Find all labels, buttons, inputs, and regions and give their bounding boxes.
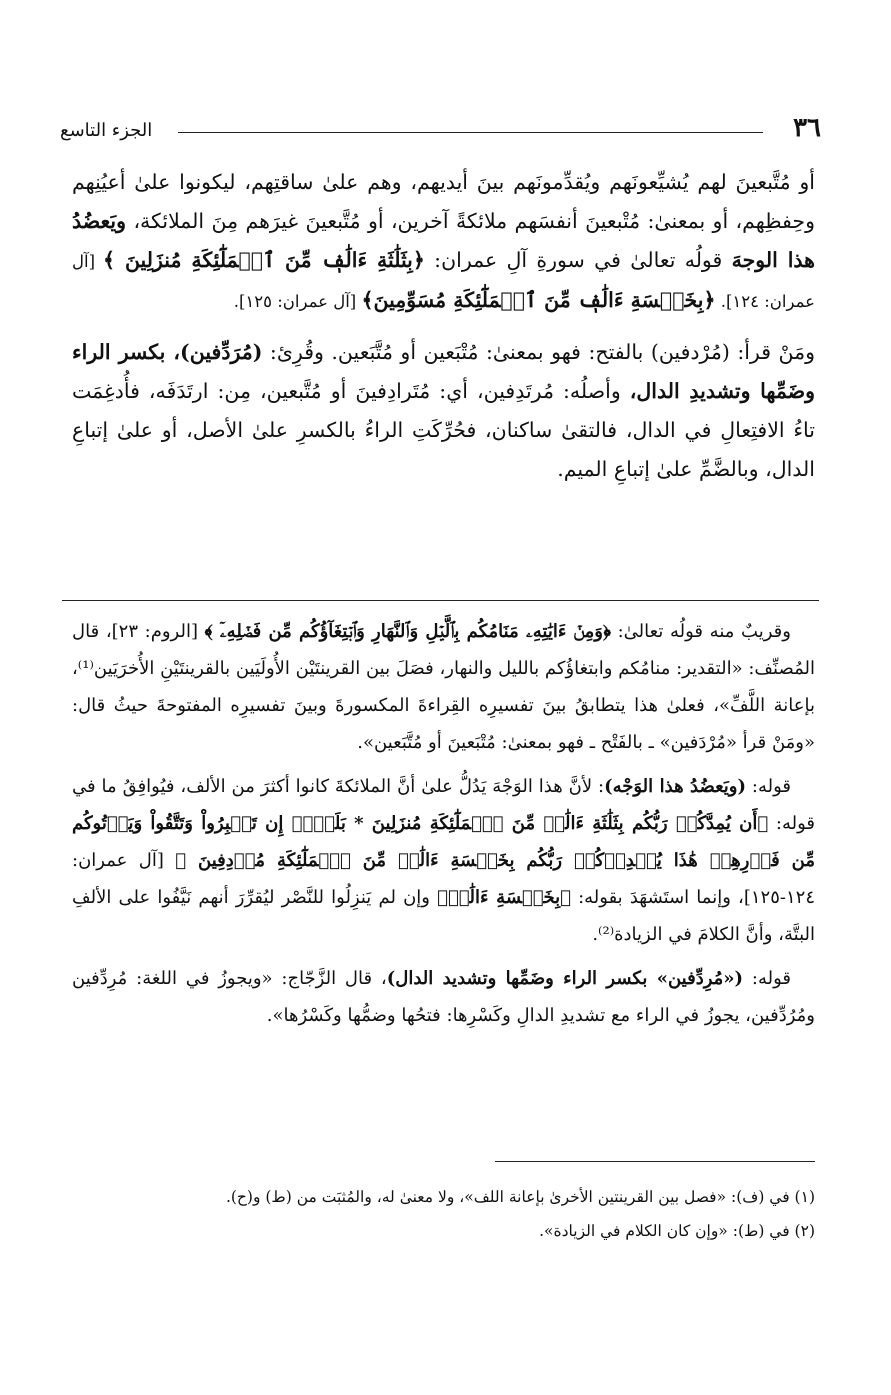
commentary-paragraph [72, 960, 815, 1034]
verse-reference: [آل عمران: ١٢٤]. [72, 252, 815, 311]
quran-verse: ﴿بِخَمۡسَةِ ءَالَٰفٖ مِّنَ ٱلۡمَلَٰٓئِكَةِ مُسَوِّمِينَ﴾ [361, 288, 716, 312]
footnote-rule [495, 1161, 815, 1162]
commentary-segment: [الروم: ٢٣]، قال المُصنِّف: «التقدير: منامُكم وابتغاؤُكم بالليل والنهار، فصَلَ بين القرينتَيْن الأُولَيَين بالقرينتَيْنِ الأُخرَيَين⁽¹⁾، بإعانة اللَّفِّ»، فعلىٰ هذا يتطابقُ بينَ تفسيرِه القِراءةَ المكسورةَ وبينَ تفسيرِه المفتوحةَ حيثُ قال: «ومَنْ قرأ «مُرْدَفين» ـ بالفَتْح ـ فهو بمعنىٰ: مُتْبَعينَ أو مُتَّبَعين». [72, 621, 815, 753]
footnote: (٢) في (ط): «وإن كان الكلام في الزيادة». [539, 1222, 815, 1240]
section-separator [62, 600, 819, 601]
commentary-segment: ، قال الزَّجّاج: «ويجوزُ في اللغة: مُرِدِّفين ومُرُدِّفين، يجوزُ في الراء مع تشديدِ الدالِ وكَسْرِها: فتحُها وضمُّها وكَسْرُها». [72, 968, 815, 1026]
main-paragraph [72, 163, 815, 321]
bold-phrase: ويَعضُدُ هذا الوجهَ [72, 209, 815, 272]
commentary-segment: : لأنَّ هذا الوَجْهَ يَدُلُّ علىٰ أنَّ الملائكةَ كانوا أكثرَ من الألف، فيُوافِقُ ما في قوله: [72, 776, 815, 834]
page-number: ٣٦ [793, 113, 821, 143]
quran-verse: ﴿بِثَلَٰثَةِ ءَالَٰفٖ مِّنَ ٱلۡمَلَٰٓئِكَةِ مُنزَلِينَ ﴾ [103, 248, 425, 272]
header-rule [178, 132, 763, 133]
footnotes [72, 1180, 815, 1248]
commentary-segment: وإن لم يَنزِلُوا للنَّصْر ليُقرِّرَ أنهم نَيَّفُوا على الألفِ البتَّة، وأنَّ الكلامَ في الزيادة⁽²⁾. [72, 887, 815, 945]
commentary-segment: وقريبٌ منه قولُه تعالىٰ: [610, 621, 791, 642]
page-header [60, 110, 821, 150]
commentary-segment: قوله: [743, 968, 792, 989]
footnote: (١) في (ف): «فصل بين القرينتين الأخرىٰ بإعانة اللف»، ولا معنىٰ له، والمُثبَت من (ط) و(ح). [225, 1188, 815, 1206]
main-paragraph [72, 333, 815, 489]
bold-phrase: («مُرِدِّفين» بكسر الراء وضَمِّها وتشديد الدال) [386, 968, 744, 989]
quran-verse: ﴿أَن يُمِدَّكُمۡ رَبُّكُم بِثَلَٰثَةِ ءَالَٰفٖ مِّنَ ٱلۡمَلَٰٓئِكَةِ مُنزَلِينَ * بَلَىٰٓۚ إِن تَصۡبِرُواْ وَتَتَّقُواْ وَيَأۡتُوكُم مِّن فَوۡرِهِمۡ هَٰذَا يُمۡدِدۡكُمۡ رَبُّكُم بِخَمۡسَةِ ءَالَٰفٖ مِّنَ ٱلۡمَلَٰٓئِكَةِ مُرۡدِفِينَ ﴾ [72, 813, 815, 871]
commentary-paragraph [72, 768, 815, 953]
main-text-segment: أو مُتَّبعينَ لهم يُشيِّعونَهم ويُقدِّمونَهم بينَ أيديهم، وهم علىٰ ساقتِهم، ليكونوا علىٰ أعيُنِهم وحِفظِهم، أو بمعنىٰ: مُتْبعينَ أنفسَهم ملائكةً آخرين، أو مُتَّبعينَ غيرَهم مِنَ الملائكة، [72, 170, 815, 233]
main-text-segment: قولُه تعالىٰ في سورةِ آلِ عمران: [424, 248, 732, 272]
commentary-paragraph [72, 613, 815, 761]
quran-verse: ﴿وَمِنۡ ءَايَٰتِهِۦ مَنَامُكُم بِٱلَّيۡلِ وَٱلنَّهَارِ وَٱبۡتِغَآؤُكُم مِّن فَضۡلِهِۦٓ ﴾ [204, 621, 611, 642]
verse-reference: [آل عمران: ١٢٥]. [233, 292, 362, 311]
main-text-segment: ومَنْ قرأ: (مُرْدفين) بالفتح: فهو بمعنىٰ: مُتْبَعين أو مُتَّبَعين. وقُرِئ: [262, 340, 815, 364]
part-title: الجزء التاسع [60, 120, 153, 141]
main-text-segment: وأصلُه: مُرتَدِفين، أي: مُتَرادِفينَ أو مُتَّبعين، مِن: ارتَدَفَه، فأُدغِمَت تاءُ الافتِعالِ في الدال، فالتقىٰ ساكنان، فحُرِّكَتِ الراءُ بالكسرِ علىٰ الأصل، أو علىٰ إتباعِ الدال، وبالضَّمِّ علىٰ إتباعِ الميم. [72, 379, 815, 481]
commentary-text [72, 613, 815, 1034]
quran-verse: ﴿بِخَمۡسَةِ ءَالَٰفٖ﴾ [437, 887, 571, 908]
bold-phrase: (ويَعضُدُ هذا الوَجْه) [604, 776, 746, 797]
main-text [72, 163, 815, 489]
commentary-segment: [آل عمران: ١٢٤-١٢٥]، وإنما استَشهَدَ بقوله: [72, 850, 816, 908]
commentary-segment: قوله: [745, 776, 792, 797]
bold-phrase: (مُرَدِّفين)، بكسر الراء وضَمِّها وتشديدِ الدال، [72, 340, 816, 403]
